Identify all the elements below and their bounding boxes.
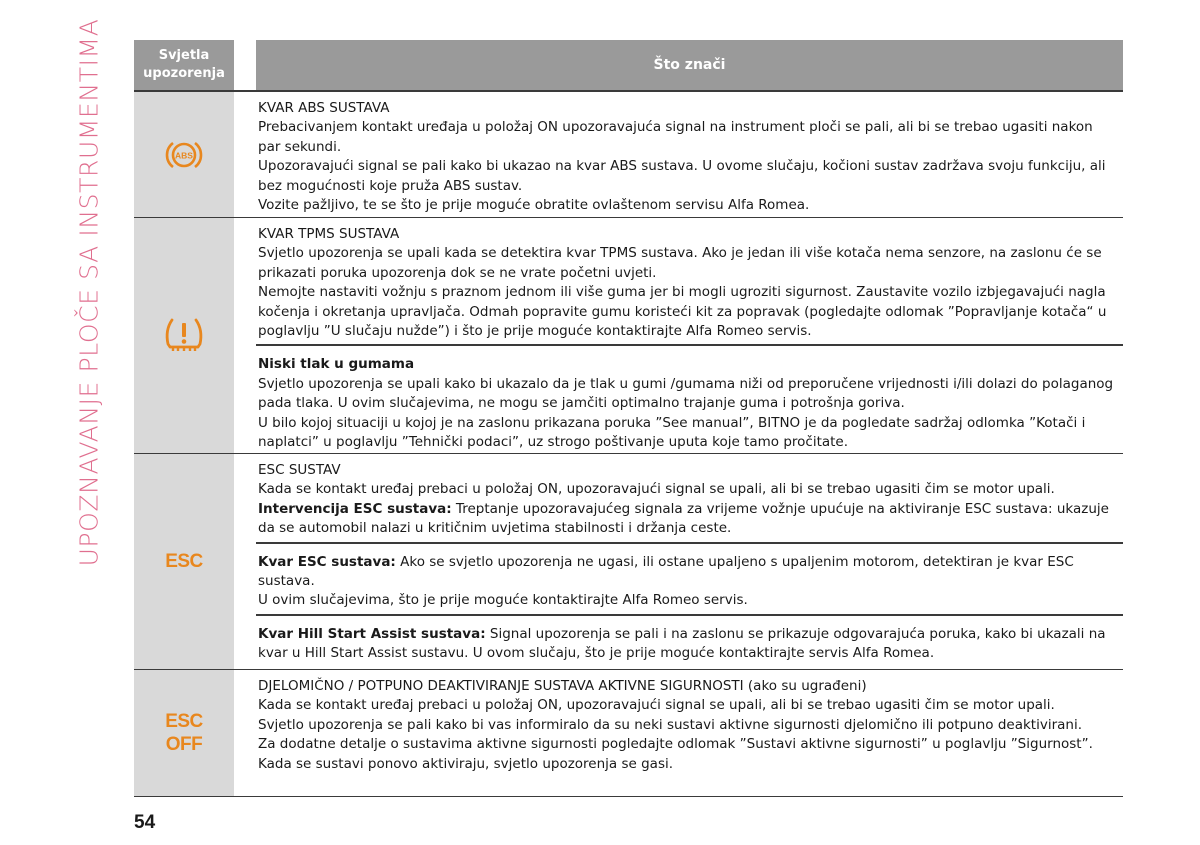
table-header	[134, 40, 1123, 92]
table-row-esc-off	[134, 670, 1123, 797]
table-row-abs	[134, 92, 1123, 218]
icon-cell	[134, 218, 234, 453]
abs-description: KVAR ABS SUSTAVA Prebacivanjem kontakt uređaja u položaj ON upozoravajuća signal na instrument ploči se pali, ali bi se trebao ugasiti nakon par sekundi. Upozoravajući signal se pali kako bi ukazao na kvar ABS sustava. U ovome slučaju, kočioni sustav zadržava svoju funkciju, ali bez mogućnosti koje pruža ABS sustav. Vozite pažljivo, te se što je prije moguće obratite ovlaštenom servisu Alfa Romea.	[258, 100, 1106, 214]
icon-cell	[134, 670, 234, 796]
table-row-tpms	[134, 218, 1123, 454]
esc-warning-icon: ESC	[165, 551, 203, 572]
abs-warning-icon	[164, 138, 204, 172]
warning-lights-table	[134, 40, 1123, 797]
tpms-fault-description: KVAR TPMS SUSTAVA Svjetlo upozorenja se upali kada se detektira kvar TPMS sustava. Ako je jedan ili više kotača nema senzore, na zaslonu će se prikazati poruka upozorenja dok se ne vrate početni uvjeti. Nemojte nastaviti vožnju s praznom jednom ili više guma jer bi mogli ugroziti sigurnost. Zaustavite vozilo izbjegavajući nagla kočenja i okretanja upravljača. Odmah popravite gumu koristeći kit za popravak (pogledajte odlomak ”Popravljanje kotača“ u poglavlju ”U slučaju nužde”) i što je prije moguće kontaktirajte Alfa Romeo servis.	[258, 226, 1107, 340]
icon-cell	[134, 92, 234, 217]
safety-systems-deactivation-description: DJELOMIČNO / POTPUNO DEAKTIVIRANJE SUSTAVA AKTIVNE SIGURNOSTI (ako su ugrađeni) Kada se kontakt uređaj prebaci u položaj ON, upozoravajući signal se upali, ali bi se trebao ugasiti čim se motor upali. Svjetlo upozorenja se pali kako bi vas informiralo da su neki sustavi aktivne sigurnosti djelomično ili potpuno deaktivirani. Za dodatne detalje o sustavima aktivne sigurnosti pogledajte odlomak ”Sustavi aktivne sigurnosti” u poglavlju ”Sigurnost”. Kada se sustavi ponovo aktiviraju, svjetlo upozorenja se gasi.	[258, 678, 1093, 772]
table-row-esc	[134, 454, 1123, 670]
svg-text:ABS: ABS	[175, 150, 193, 160]
chapter-side-title: UPOZNAVANJE PLOČE SA INSTRUMENTIMA	[74, 18, 104, 566]
icon-cell	[134, 454, 234, 669]
esc-system-description: ESC SUSTAV Kada se kontakt uređaj prebaci u položaj ON, upozoravajući signal se upali, ali bi se trebao ugasiti čim se motor upali. Intervencija ESC sustava: Treptanje upozoravajućeg signala za vrijeme vožnje upućuje na aktiviranje ESC sustava: ukazuje da se automobil nalazi u kritičnim uvjetima stabilnosti i držanja ceste.	[258, 462, 1109, 537]
header-meaning: Što znači	[256, 40, 1123, 90]
hill-start-assist-fault-description: Kvar Hill Start Assist sustava: Signal upozorenja se pali i na zaslonu se prikazuje odgovarajuća poruka, kako bi ukazali na kvar u Hill Start Assist sustavu. U ovom slučaju, što je prije moguće kontaktirajte servis Alfa Romea.	[256, 614, 1123, 667]
low-tire-pressure-description: Niski tlak u gumama Svjetlo upozorenja se upali kako bi ukazalo da je tlak u gumi /gumama niži od preporučene vrijednosti i/ili dolazi do polaganog pada tlaka. U ovim slučajevima, ne mogu se jamčiti optimalno trajanje guma i potrošnja goriva. U bilo kojoj situaciji u kojoj je na zaslonu prikazana poruka ”See manual”, BITNO je da pogledate sadržaj odlomka ”Kotači i naplatci” u poglavlju ”Tehnički podaci”, uz strogo poštivanje uputa koje tamo pročitate.	[256, 344, 1123, 455]
esc-off-warning-icon: ESC OFF	[165, 711, 203, 755]
header-warning-lights: Svjetla upozorenja	[134, 40, 234, 90]
esc-fault-description: Kvar ESC sustava: Ako se svjetlo upozorenja ne ugasi, ili ostane upaljeno s upaljenim motorom, detektiran je kvar ESC sustava. U ovim slučajevima, što je prije moguće kontaktirajte Alfa Romeo servis.	[256, 542, 1123, 614]
tire-pressure-warning-icon	[162, 316, 206, 356]
page-number: 54	[134, 812, 156, 833]
